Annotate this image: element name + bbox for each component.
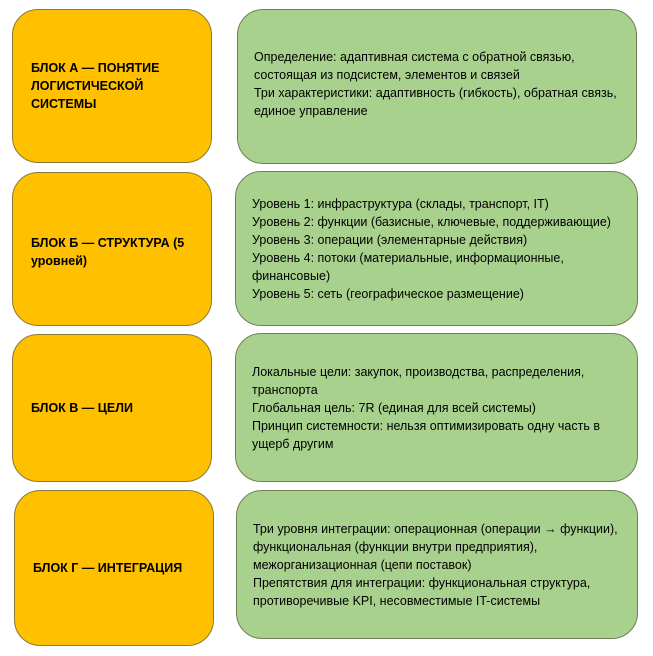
- block-b-title: БЛОК Б — СТРУКТУРА (5 уровней): [31, 236, 185, 268]
- block-a-line-1: Определение: адаптивная система с обратной связью, состоящая из подсистем, элементов и связей: [254, 49, 575, 82]
- block-d-title-box: [14, 490, 214, 646]
- block-b-line-1: Уровень 1: инфраструктура (склады, транспорт, IT): [252, 196, 549, 211]
- block-b-title-box: [12, 172, 212, 326]
- block-c-line-1: Локальные цели: закупок, производства, распределения, транспорта: [252, 364, 585, 397]
- block-c-content-box: [235, 333, 638, 482]
- block-d-title: БЛОК Г — ИНТЕГРАЦИЯ: [33, 561, 183, 575]
- block-b-line-2: Уровень 2: функции (базисные, ключевые, поддерживающие): [252, 214, 611, 229]
- block-d-content-box: [236, 490, 638, 639]
- block-b-line-5: Уровень 5: сеть (географическое размещение): [252, 286, 524, 301]
- block-a-line-2: Три характеристики: адаптивность (гибкость), обратная связь, единое управление: [254, 85, 617, 118]
- block-c-line-3: Принцип системности: нельзя оптимизировать одну часть в ущерб другим: [252, 418, 600, 451]
- block-c-title-box: [12, 334, 212, 482]
- block-d-line-1: Три уровня интеграции: операционная (операции → функции), функциональная (функции внутри предприятия), межорганизационная (цепи поставок): [253, 521, 618, 572]
- block-a-content-box: [237, 9, 637, 164]
- block-b-line-4: Уровень 4: потоки (материальные, информационные, финансовые): [252, 250, 564, 283]
- block-b-line-3: Уровень 3: операции (элементарные действия): [252, 232, 528, 247]
- block-b-content-box: [235, 171, 638, 326]
- block-c-title: БЛОК В — ЦЕЛИ: [31, 401, 133, 415]
- block-a-title-box: [12, 9, 212, 163]
- block-c-line-2: Глобальная цель: 7R (единая для всей системы): [252, 400, 536, 415]
- block-a-title: БЛОК А — ПОНЯТИЕ ЛОГИСТИЧЕСКОЙ СИСТЕМЫ: [31, 61, 160, 111]
- block-d-line-2: Препятствия для интеграции: функциональная структура, противоречивые KPI, несовместимые IT-системы: [253, 575, 591, 608]
